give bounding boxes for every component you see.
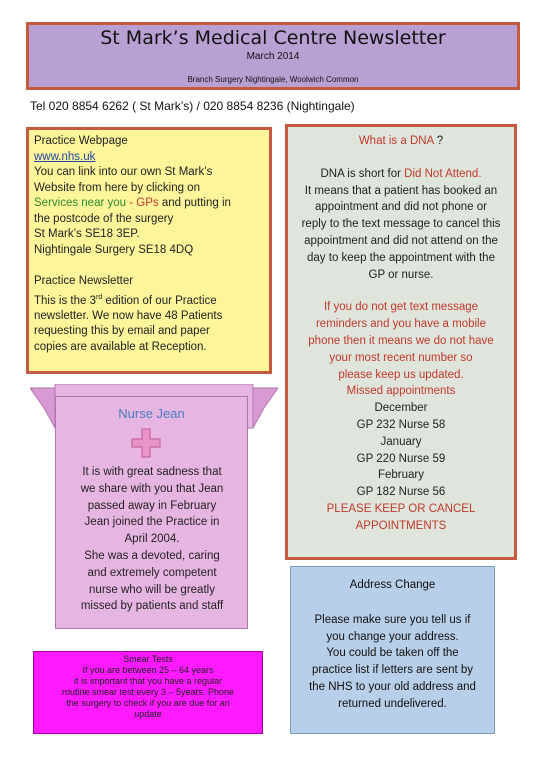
webpage-heading: Practice Webpage (34, 135, 128, 147)
smear-title: Smear Tests (123, 654, 173, 664)
services-near-you: Services near you (34, 197, 127, 209)
plus-cross-icon (131, 428, 161, 458)
newsletter-heading: Practice Newsletter (34, 275, 134, 287)
newsletter-line: This is the 3rd edition of our Practice (34, 293, 217, 307)
address-title: Address Change (349, 579, 436, 591)
dna-title: What is a DNA ? (358, 135, 444, 147)
newsletter-line: newsletter. We now have 48 Patients (34, 309, 223, 322)
smear-tests-box: Smear Tests If you are between 25 – 64 years it is important that you have a regular routine smear test every 3 – 5years. Phone the surgery to check if you are due for an update (33, 651, 263, 734)
nurse-title: Nurse Jean (118, 406, 185, 421)
dna-box: What is a DNA ? DNA is short for Did Not Attend. It means that a patient has booked an appointment and did not phone or reply to the text message to cancel this appointment and did not attend on the day to keep the appointment with the GP or nurse. If you do not get text message reminders and you have a mobile phone then it means we do not have your most recent number so please keep us updated. Missed appointments December GP 232 Nurse 58 January GP 220 Nurse 59 February GP 182 Nurse 56 PLEASE KEEP OR CANCEL APPOINTMENTS (285, 124, 517, 560)
dna-definition: DNA is short for Did Not Attend. (320, 167, 482, 180)
page-title: St Mark’s Medical Centre Newsletter (100, 27, 446, 49)
phone-numbers: Tel 020 8854 6262 ( St Mark’s) / 020 8854 8236 (Nightingale) (30, 99, 355, 113)
nhs-link[interactable]: www.nhs.uk (34, 150, 96, 163)
webpage-line: Nightingale Surgery SE18 4DQ (34, 243, 194, 256)
missed-appointments-heading: Missed appointments (346, 385, 456, 398)
newsletter-line: requesting this by email and paper (34, 325, 210, 338)
newsletter-line: copies are available at Reception. (34, 340, 207, 353)
webpage-line: Services near you - GPs and putting in (34, 197, 231, 209)
newsletter-header (26, 22, 520, 90)
cancel-notice: APPOINTMENTS (355, 519, 447, 532)
webpage-line: You can link into our own St Mark’s (34, 166, 213, 178)
nurse-tribute-text: It is with great sadness that we share with you that Jean passed away in February Jean joined the Practice in April 2004. She was a devoted, caring and extremely competent nurse who will be greatly missed by patients and staff (80, 466, 224, 613)
webpage-line: St Mark’s SE18 3EP. (34, 228, 140, 240)
cancel-notice: PLEASE KEEP OR CANCEL (326, 502, 476, 515)
branch-surgery: Branch Surgery Nightingale, Woolwich Common (187, 75, 359, 84)
issue-date: March 2014 (246, 51, 300, 62)
gps-label: GPs (136, 197, 159, 209)
webpage-line: Website from here by clicking on (34, 181, 200, 194)
address-change-box: Address Change Please make sure you tell us if you change your address. You could be taken off the practice list if letters are sent by the NHS to your old address and returned undelivered. (290, 566, 495, 734)
webpage-line: the postcode of the surgery (34, 212, 174, 225)
webpage-newsletter-box (26, 127, 272, 374)
